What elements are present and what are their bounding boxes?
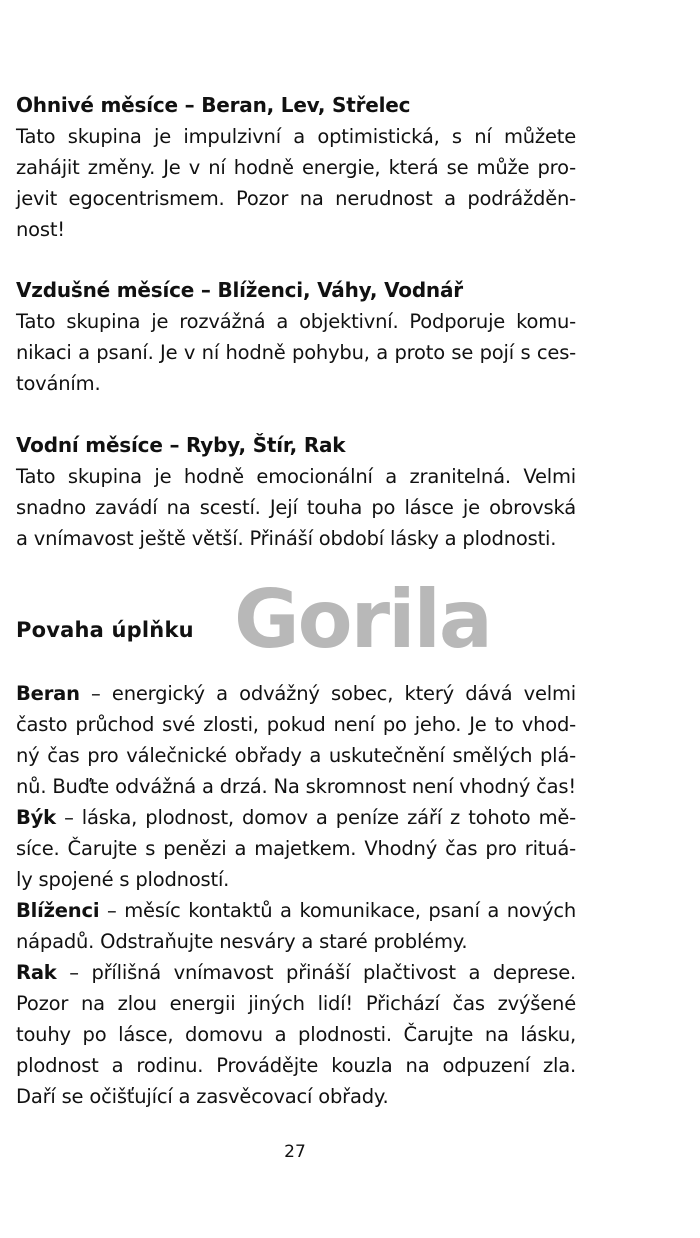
entry-term: Býk: [16, 806, 56, 829]
entry-line: plodnost a rodinu. Provádějte kouzla na odpuzení zla.: [16, 1054, 576, 1077]
entry-term: Blíženci: [16, 899, 100, 922]
paragraph-line: zahájit změny. Je v ní hodně energie, která se může pro-: [16, 156, 576, 179]
entry-text: – měsíc kontaktů a komunikace, psaní a nových: [99, 899, 576, 922]
entry-text: – energický a odvážný sobec, který dává velmi: [79, 682, 576, 705]
full-moon-title: Povaha úplňku: [16, 618, 194, 642]
entry-line: Pozor na zlou energii jiných lidí! Přichází čas zvýšené: [16, 992, 576, 1015]
paragraph-line: a vnímavost ještě větší. Přináší období lásky a plodnosti.: [16, 527, 557, 550]
paragraph-line: nikaci a psaní. Je v ní hodně pohybu, a proto se pojí s ces-: [16, 341, 576, 364]
entry-line: často průchod své zlosti, pokud není po jeho. Je to vhod-: [16, 713, 576, 736]
entry-line: Daří se očišťující a zasvěcovací obřady.: [16, 1085, 389, 1108]
section-heading: Vodní měsíce – Ryby, Štír, Rak: [16, 433, 346, 457]
entry-line: nů. Buďte odvážná a drzá. Na skromnost není vhodný čas!: [16, 775, 577, 798]
page-number: 27: [284, 1142, 306, 1162]
entry-term: Beran: [16, 682, 80, 705]
section-fire-moons: [16, 90, 576, 245]
entry-line: nápadů. Odstraňujte nesváry a staré problémy.: [16, 930, 468, 953]
entry-text: – láska, plodnost, domov a peníze září z tohoto mě-: [55, 806, 576, 829]
entry-text: – přílišná vnímavost přináší plačtivost a deprese.: [56, 961, 576, 984]
paragraph-line: snadno zavádí na scestí. Její touha po lásce je obrovská: [16, 496, 576, 519]
entry-line: [16, 678, 576, 709]
paragraph-line: nost!: [16, 218, 65, 241]
section-air-moons: [16, 275, 576, 399]
entry-line: síce. Čarujte s penězi a majetkem. Vhodný čas pro rituá-: [16, 837, 576, 860]
gorila-logo: Gorila: [234, 573, 491, 666]
entry-line: touhy po lásce, domovu a plodnosti. Čarujte na lásku,: [16, 1023, 576, 1046]
section-water-moons: [16, 430, 576, 554]
entry-line: ný čas pro válečnické obřady a uskutečnění smělých plá-: [16, 744, 576, 767]
paragraph-line: Tato skupina je impulzivní a optimistická, s ní můžete: [16, 125, 576, 148]
entry-line: [16, 957, 576, 988]
paragraph-line: Tato skupina je hodně emocionální a zranitelná. Velmi: [16, 465, 576, 488]
section-heading: Ohnivé měsíce – Beran, Lev, Střelec: [16, 93, 411, 117]
section-heading: Vzdušné měsíce – Blíženci, Váhy, Vodnář: [16, 278, 463, 302]
paragraph-line: továním.: [16, 372, 101, 395]
paragraph-line: jevit egocentrismem. Pozor na nerudnost a podrážděn-: [16, 187, 576, 210]
entry-line: ly spojené s plodností.: [16, 868, 230, 891]
entry-line: [16, 802, 576, 833]
paragraph-line: Tato skupina je rozvážná a objektivní. Podporuje komu-: [16, 310, 576, 333]
entry-line: [16, 895, 576, 926]
full-moon-entries: [16, 678, 576, 1112]
entry-term: Rak: [16, 961, 57, 984]
